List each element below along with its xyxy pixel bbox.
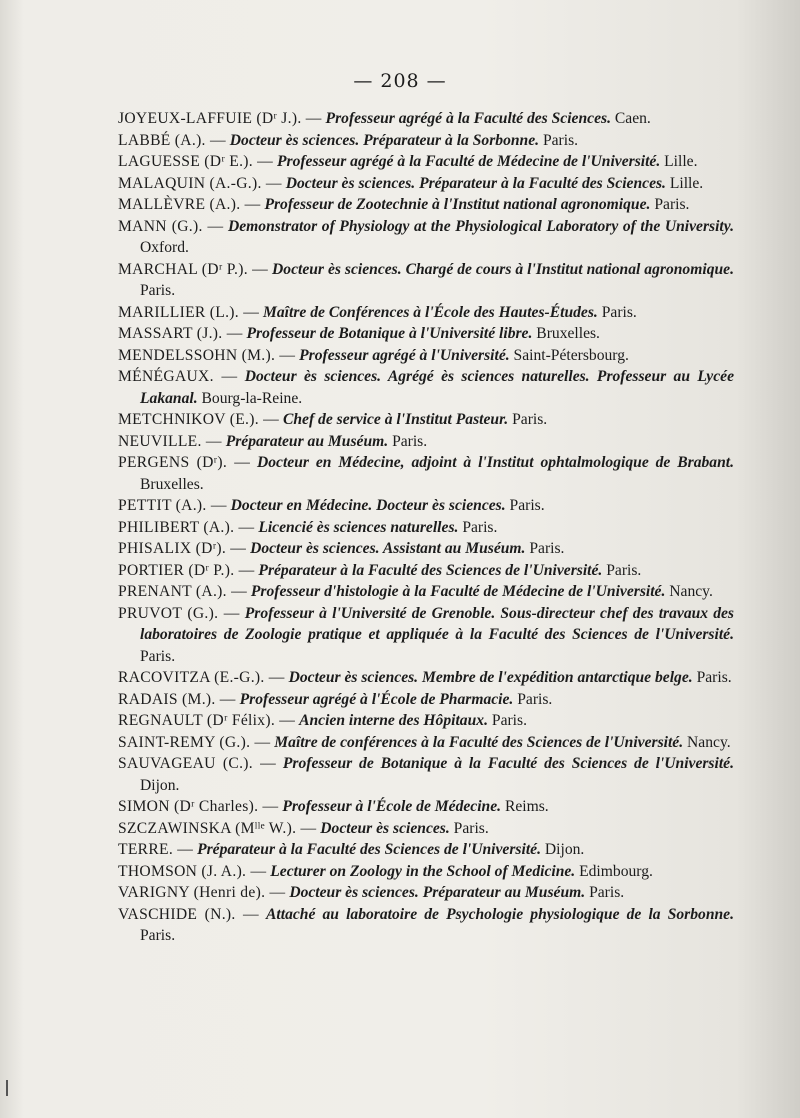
list-item bbox=[118, 839, 734, 861]
list-item bbox=[118, 173, 734, 195]
member-city: Paris. bbox=[140, 927, 176, 944]
member-city: Paris. bbox=[696, 669, 732, 686]
member-city: Lille. bbox=[669, 174, 704, 192]
member-city: Paris. bbox=[601, 303, 637, 321]
member-city: Nancy. bbox=[687, 733, 731, 751]
member-title: Docteur en Médecine, adjoint à l'Institut ophtalmologique de Brabant. bbox=[257, 454, 734, 471]
list-item bbox=[118, 194, 734, 216]
member-name: SAINT-REMY (G.). — bbox=[118, 733, 271, 751]
list-item bbox=[118, 667, 734, 689]
member-city: Paris. bbox=[140, 647, 176, 665]
member-title: Préparateur à la Faculté des Sciences de l'Université. bbox=[197, 841, 541, 858]
list-item bbox=[118, 861, 734, 883]
member-title: Professeur agrégé à l'École de Pharmacie. bbox=[239, 690, 514, 708]
member-city: Paris. bbox=[491, 712, 527, 729]
member-name: JOYEUX-LAFFUIE (Dʳ J.). — bbox=[118, 110, 322, 127]
member-title: Docteur ès sciences. Préparateur à la Faculté des Sciences. bbox=[285, 174, 666, 192]
member-city: Paris. bbox=[606, 561, 642, 579]
member-title: Préparateur à la Faculté des Sciences de l'Université. bbox=[258, 561, 603, 579]
member-title: Professeur de Botanique à l'Université libre. bbox=[246, 325, 533, 342]
list-item bbox=[118, 904, 734, 947]
member-title: Ancien interne des Hôpitaux. bbox=[299, 712, 488, 729]
member-title: Docteur ès sciences. Chargé de cours à l'Institut national agronomique. bbox=[272, 260, 734, 278]
member-name: LABBÉ (A.). — bbox=[118, 131, 226, 149]
member-name: VASCHIDE (N.). — bbox=[118, 905, 259, 923]
member-title: Docteur ès sciences. Préparateur au Muséum. bbox=[289, 884, 586, 901]
member-name: THOMSON (J. A.). — bbox=[118, 862, 267, 880]
member-title: Attaché au laboratoire de Psychologie physiologique de la Sorbonne. bbox=[266, 905, 734, 923]
member-city: Reims. bbox=[504, 798, 549, 815]
member-name: MALLÈVRE (A.). — bbox=[118, 196, 261, 213]
member-title: Professeur à l'École de Médecine. bbox=[282, 798, 502, 815]
member-title: Professeur de Botanique à la Faculté des Sciences de l'Université. bbox=[282, 755, 734, 772]
margin-mark bbox=[6, 1080, 8, 1096]
list-item bbox=[118, 581, 734, 603]
member-title: Lecturer on Zoology in the School of Medicine. bbox=[270, 862, 576, 880]
member-name: VARIGNY (Henri de). — bbox=[118, 884, 286, 901]
member-city: Bourg-la-Reine. bbox=[201, 389, 303, 407]
list-item bbox=[118, 689, 734, 711]
member-name: SAUVAGEAU (C.). — bbox=[118, 755, 277, 772]
member-name: PRUVOT (G.). — bbox=[118, 604, 240, 622]
member-city: Bruxelles. bbox=[536, 325, 600, 342]
member-name: METCHNIKOV (E.). — bbox=[118, 411, 280, 428]
member-title: Licencié ès sciences naturelles. bbox=[258, 518, 459, 536]
list-item bbox=[118, 151, 734, 173]
list-item bbox=[118, 345, 734, 367]
member-city: Lille. bbox=[664, 153, 698, 170]
member-name: PRENANT (A.). — bbox=[118, 583, 247, 600]
member-name: MARCHAL (Dʳ P.). — bbox=[118, 260, 269, 278]
member-city: Paris. bbox=[654, 196, 690, 213]
member-city: Nancy. bbox=[669, 583, 713, 600]
list-item bbox=[118, 560, 734, 582]
member-name: PERGENS (Dʳ). — bbox=[118, 454, 251, 471]
member-title: Docteur ès sciences. Membre de l'expédition antarctique belge. bbox=[288, 669, 693, 686]
list-item bbox=[118, 818, 734, 840]
member-name: LAGUESSE (Dʳ E.). — bbox=[118, 153, 274, 170]
list-item bbox=[118, 302, 734, 324]
page-number: — 208 — bbox=[353, 70, 447, 92]
member-city: Oxford. bbox=[140, 239, 189, 256]
list-item bbox=[118, 538, 734, 560]
member-city: Paris. bbox=[589, 884, 625, 901]
member-name: SZCZAWINSKA (Mˡˡᵉ W.). — bbox=[118, 819, 317, 837]
member-name: RACOVITZA (E.-G.). — bbox=[118, 669, 285, 686]
member-title: Professeur à l'Université de Grenoble. Sous-directeur chef des travaux des laboratoires de Zoologie pratique et appliquée à la Faculté des Sciences de l'Université. bbox=[140, 604, 734, 643]
member-title: Professeur agrégé à la Faculté de Médecine de l'Université. bbox=[276, 153, 661, 170]
member-city: Paris. bbox=[392, 432, 428, 450]
member-name: TERRE. — bbox=[118, 841, 194, 858]
member-name: PHISALIX (Dʳ). — bbox=[118, 540, 247, 557]
list-item bbox=[118, 495, 734, 517]
list-item bbox=[118, 882, 734, 904]
member-title: Docteur ès sciences. Assistant au Muséum. bbox=[250, 540, 526, 557]
list-item bbox=[118, 130, 734, 152]
list-item bbox=[118, 753, 734, 796]
list-item bbox=[118, 409, 734, 431]
member-name: PORTIER (Dʳ P.). — bbox=[118, 561, 255, 579]
member-title: Maître de Conférences à l'École des Hautes-Études. bbox=[263, 303, 598, 321]
member-city: Paris. bbox=[453, 819, 489, 837]
member-name: MÉNÉGAUX. — bbox=[118, 368, 238, 385]
member-name: MASSART (J.). — bbox=[118, 325, 243, 342]
member-title: Docteur en Médecine. Docteur ès sciences. bbox=[230, 497, 506, 514]
member-title: Docteur ès sciences. bbox=[320, 819, 450, 837]
list-item bbox=[118, 452, 734, 495]
member-name: MENDELSSOHN (M.). — bbox=[118, 346, 296, 364]
member-city: Dijon. bbox=[140, 776, 180, 794]
member-name: PHILIBERT (A.). — bbox=[118, 518, 255, 536]
member-city: Edimbourg. bbox=[579, 862, 653, 880]
member-name: NEUVILLE. — bbox=[118, 432, 222, 450]
list-item bbox=[118, 517, 734, 539]
member-city: Dijon. bbox=[544, 841, 585, 858]
member-name: REGNAULT (Dʳ Félix). — bbox=[118, 712, 296, 729]
member-title: Demonstrator of Physiology at the Physiological Laboratory of the University. bbox=[227, 217, 734, 235]
member-name: MARILLIER (L.). — bbox=[118, 303, 260, 321]
member-city: Caen. bbox=[614, 110, 651, 127]
member-title: Préparateur au Muséum. bbox=[225, 432, 389, 450]
list-item bbox=[118, 796, 734, 818]
member-name: SIMON (Dʳ Charles). — bbox=[118, 798, 279, 815]
member-city: Paris. bbox=[542, 131, 579, 149]
list-item bbox=[118, 710, 734, 732]
member-title: Maître de conférences à la Faculté des Sciences de l'Université. bbox=[274, 733, 684, 751]
list-item bbox=[118, 323, 734, 345]
member-city: Paris. bbox=[462, 518, 498, 536]
list-item bbox=[118, 216, 734, 259]
member-city: Paris. bbox=[517, 690, 553, 708]
member-title: Professeur agrégé à la Faculté des Sciences. bbox=[325, 110, 611, 127]
list-item bbox=[118, 259, 734, 302]
list-item bbox=[118, 108, 734, 130]
list-item bbox=[118, 431, 734, 453]
member-city: Paris. bbox=[509, 497, 545, 514]
list-item bbox=[118, 366, 734, 409]
member-title: Chef de service à l'Institut Pasteur. bbox=[282, 411, 509, 428]
member-name: PETTIT (A.). — bbox=[118, 497, 227, 514]
list-item bbox=[118, 732, 734, 754]
member-city: Bruxelles. bbox=[140, 475, 204, 493]
member-title: Docteur ès sciences. Agrégé ès sciences naturelles. Professeur au Lycée Lakanal. bbox=[140, 368, 734, 407]
member-title: Professeur de Zootechnie à l'Institut national agronomique. bbox=[264, 196, 651, 213]
member-name: RADAIS (M.). — bbox=[118, 690, 236, 708]
member-name: MANN (G.). — bbox=[118, 217, 224, 235]
member-city: Paris. bbox=[529, 540, 565, 557]
member-title: Professeur agrégé à l'Université. bbox=[299, 346, 510, 364]
member-list bbox=[118, 108, 734, 947]
member-title: Docteur ès sciences. Préparateur à la Sorbonne. bbox=[229, 131, 540, 149]
member-city: Paris. bbox=[140, 282, 176, 299]
member-title: Professeur d'histologie à la Faculté de Médecine de l'Université. bbox=[250, 583, 666, 600]
member-city: Saint-Pétersbourg. bbox=[513, 346, 629, 364]
member-name: MALAQUIN (A.-G.). — bbox=[118, 174, 282, 192]
list-item bbox=[118, 603, 734, 668]
member-city: Paris. bbox=[512, 411, 548, 428]
